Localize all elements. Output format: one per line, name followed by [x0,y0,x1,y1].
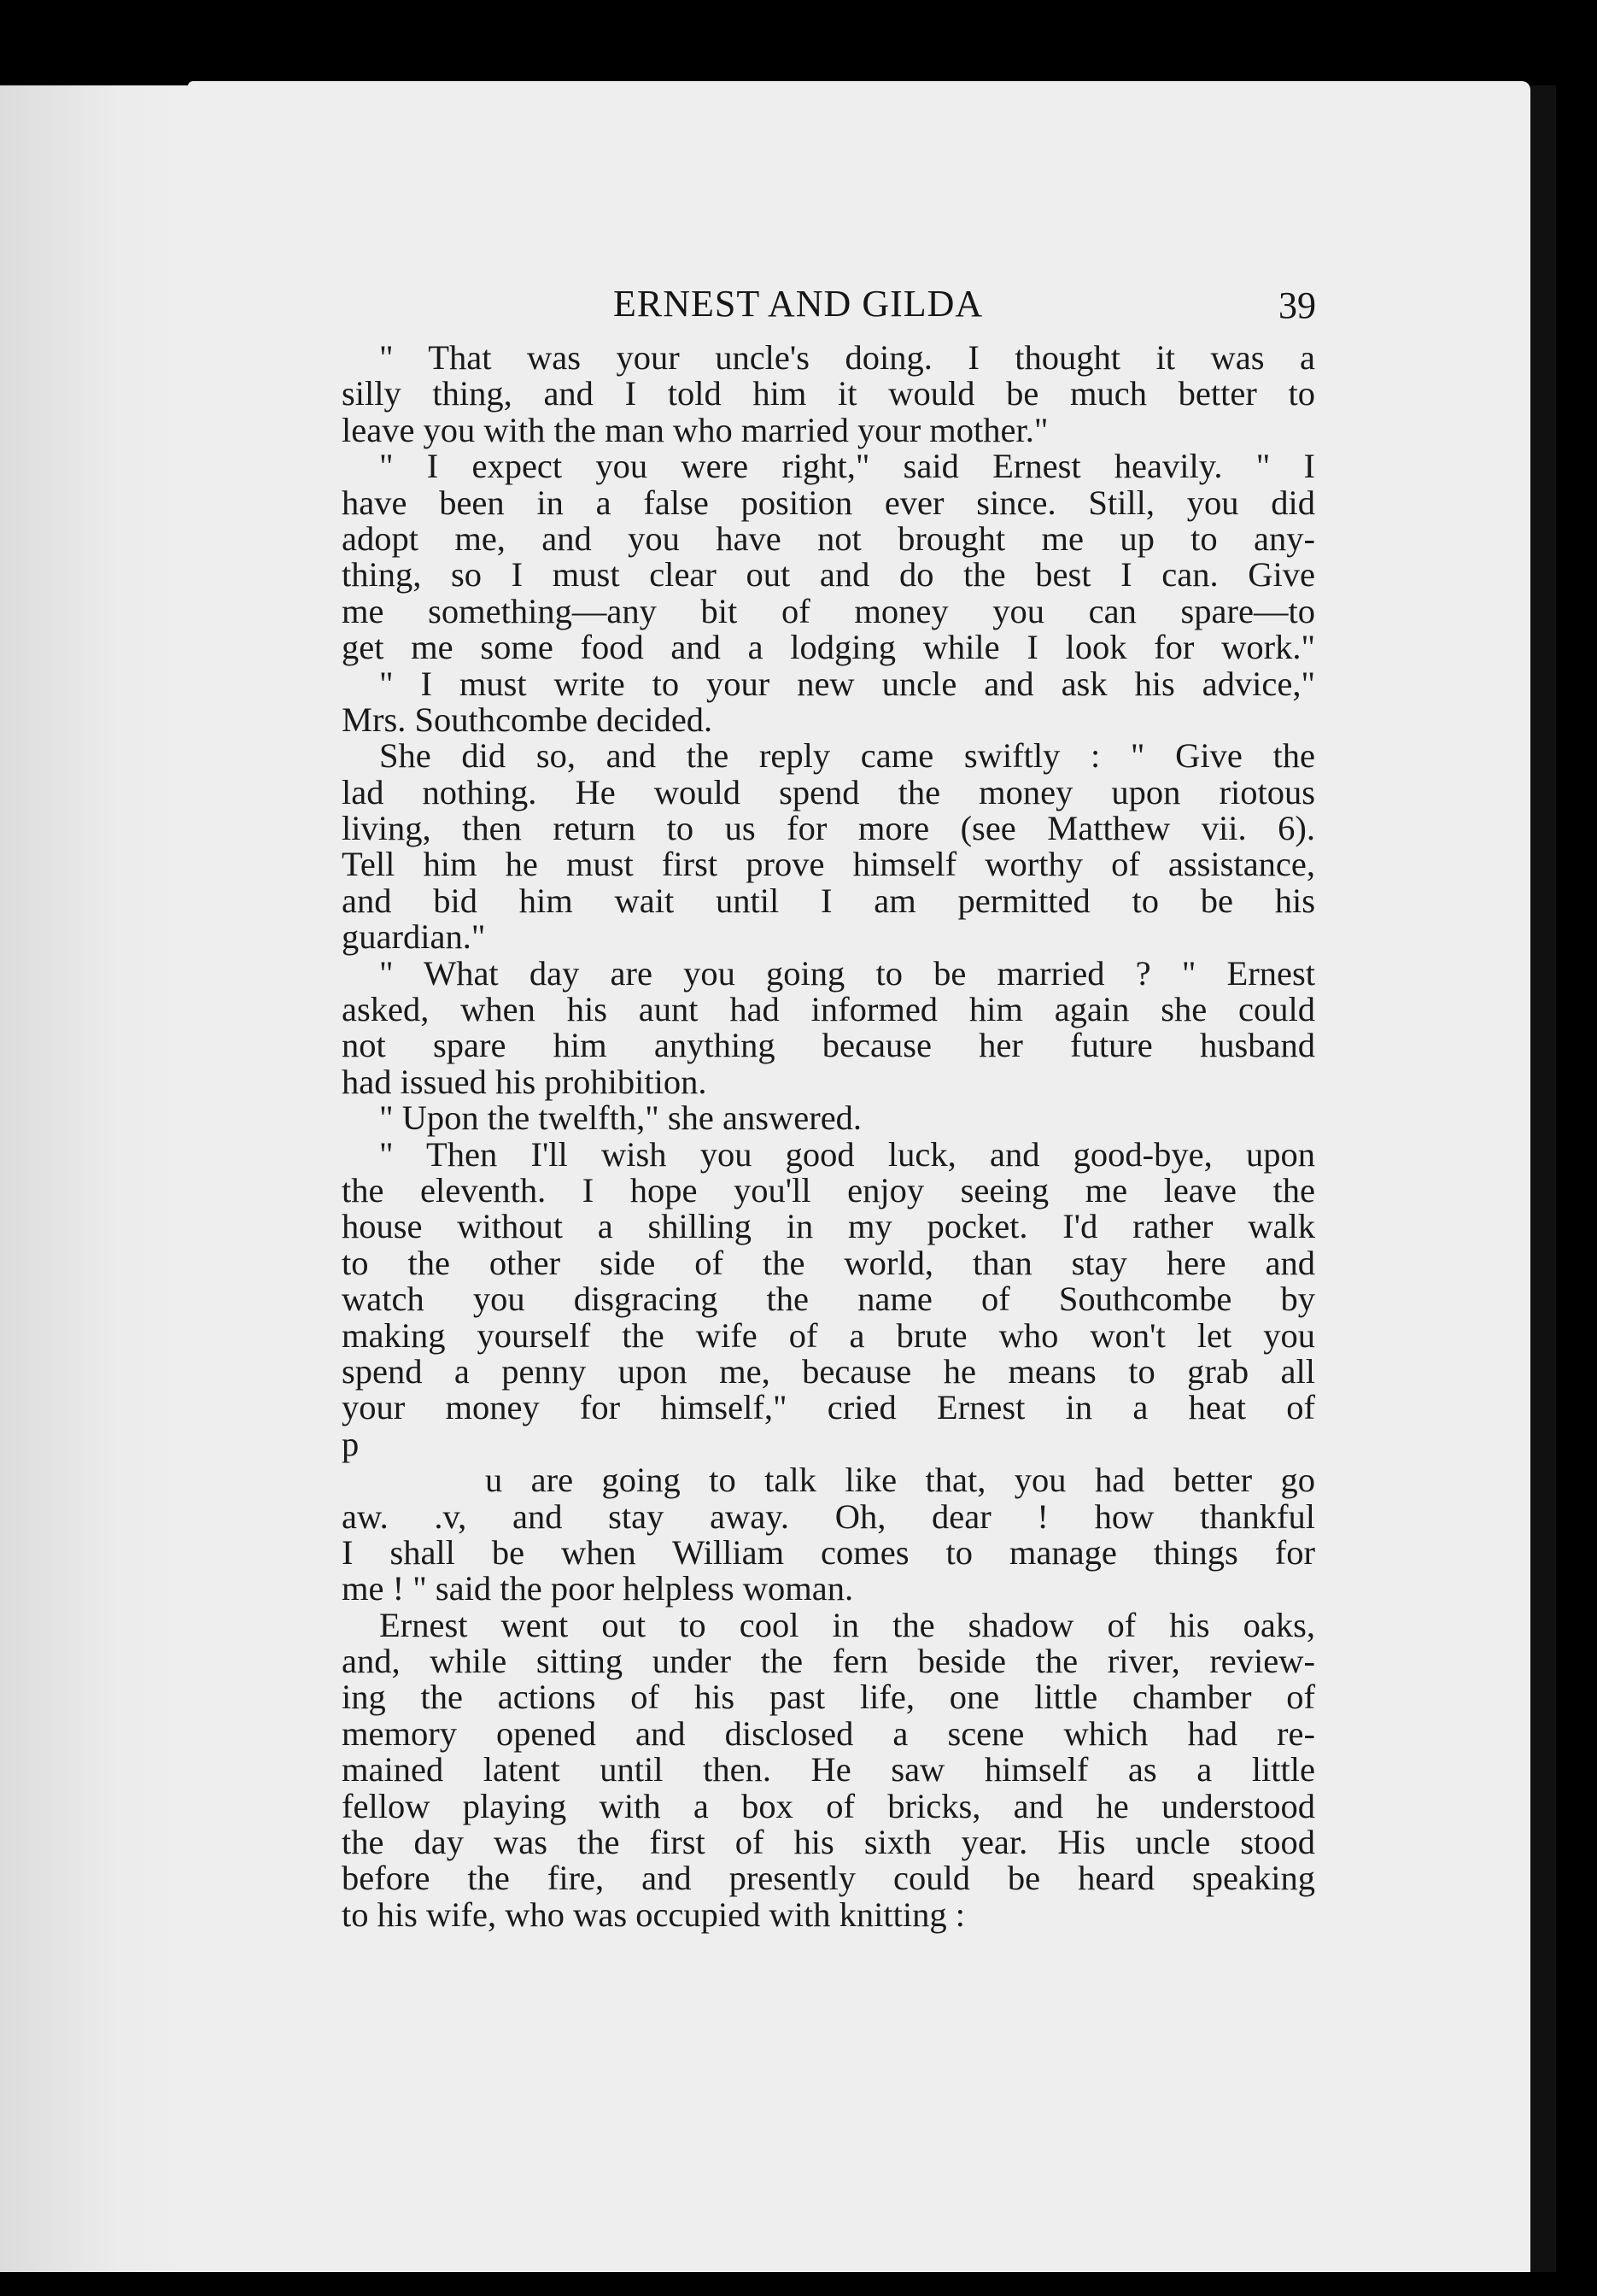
text-line: " Upon the twelfth," she answered. [379,1098,863,1138]
text-line: the eleventh. I hope you'll enjoy seeing me leave the [342,1170,1315,1210]
text-line: and bid him wait until I am permitted to be his [342,881,1315,920]
text-line: " What day are you going to be married ? " Ernest [379,953,1315,993]
text-line: mained latent until then. He saw himself as a little [342,1750,1315,1789]
page-number: 39 [1278,284,1316,326]
text-line: " That was your uncle's doing. I thought it was a [379,338,1315,377]
text-line: memory opened and disclosed a scene which had re- [342,1713,1315,1753]
text-line-damaged: p [342,1424,360,1463]
text-line: to his wife, who was occupied with knitting : [342,1895,966,1934]
text-line: house without a shilling in my pocket. I'd rather walk [342,1207,1315,1246]
text-line: Mrs. Southcombe decided. [342,700,713,739]
text-line: silly thing, and I told him it would be much better to [342,374,1315,413]
text-line: not spare him anything because her future husband [342,1026,1315,1065]
scan-bottom-border [0,2272,1597,2296]
text-line: " I must write to your new uncle and ask his advice," [379,664,1315,703]
text-line: " I expect you were right," said Ernest heavily. " I [379,447,1315,486]
text-line: had issued his prohibition. [342,1062,707,1101]
text-line: She did so, and the reply came swiftly : " Give the [379,736,1315,776]
scan-right-border [1530,85,1556,2272]
running-title: ERNEST AND GILDA [613,283,984,325]
text-line: fellow playing with a box of bricks, and he understood [342,1786,1315,1825]
scan-top-border [0,0,1597,85]
text-line: Tell him he must first prove himself worthy of assistance, [342,845,1315,884]
text-line: spend a penny upon me, because he means to grab all [342,1351,1315,1391]
text-line: and, while sitting under the fern beside the river, review- [342,1642,1315,1681]
text-line: me ! " said the poor helpless woman. [342,1569,854,1608]
running-head [342,282,1315,333]
text-line: leave you with the man who married your mother." [342,410,1049,449]
text-line: your money for himself," cried Ernest in a heat of [342,1388,1315,1427]
text-line: watch you disgracing the name of Southcombe by [342,1280,1315,1319]
text-line: have been in a false position ever since. Still, you did [342,483,1315,522]
text-line: living, then return to us for more (see Matthew vii. 6). [342,809,1315,848]
text-line: making yourself the wife of a brute who won't let you [342,1315,1315,1355]
text-line: Ernest went out to cool in the shadow of his oaks, [379,1605,1315,1644]
text-line-damaged: aw. .v, and stay away. Oh, dear ! how thankful [342,1496,1315,1536]
text-line: asked, when his aunt had informed him again she could [342,990,1315,1029]
text-line: me something—any bit of money you can spare—to [342,591,1315,630]
text-line: get me some food and a lodging while I look for work." [342,628,1315,667]
text-line: lad nothing. He would spend the money upon riotous [342,772,1315,811]
facing-page-margin [0,85,201,2272]
text-line: before the fire, and presently could be heard speaking [342,1859,1315,1898]
text-line: the day was the first of his sixth year. His uncle stood [342,1823,1315,1862]
text-line: to the other side of the world, than stay here and [342,1243,1315,1282]
text-line: adopt me, and you have not brought me up to any- [342,518,1315,558]
text-line: " Then I'll wish you good luck, and good-bye, upon [379,1134,1315,1174]
text-line: ing the actions of his past life, one little chamber of [342,1678,1315,1717]
text-line: I shall be when William comes to manage things for [342,1532,1315,1572]
text-line: guardian." [342,917,486,957]
text-line: thing, so I must clear out and do the best I can. Give [342,555,1315,594]
text-line-damaged: u are going to talk like that, you had better go [485,1461,1315,1500]
body-text [342,340,1315,1933]
